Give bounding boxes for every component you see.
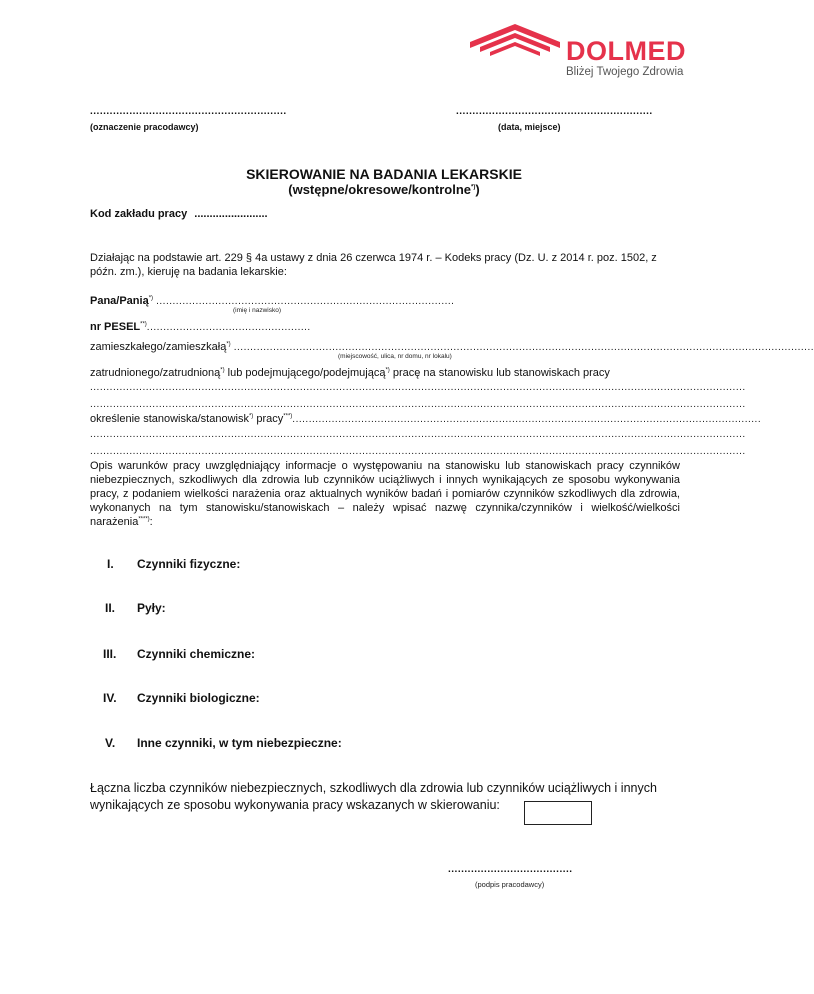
pesel-row [90,320,311,335]
address-dots[interactable]: ................................................................................................................................................................................. [233,342,814,353]
position-line-2[interactable]: ........................................................................................................................................................................................................ [90,399,746,410]
signature-label: (podpis pracodawcy) [475,880,545,889]
position-line-1[interactable]: ........................................................................................................................................................................................................ [90,382,746,393]
employment-text-c: pracę na stanowisku lub stanowiskach pracy [389,367,610,379]
section-num-4: IV. [103,691,117,705]
section-label-2: Pyły: [137,601,166,615]
conditions-paragraph [90,459,680,529]
date-label: (data, miejsce) [498,122,561,132]
date-dots[interactable]: ............................................................ [456,106,653,117]
section-num-1: I. [107,557,114,571]
employer-dots[interactable]: ............................................................ [90,106,287,117]
employment-text-a: zatrudnionego/zatrudnioną [90,367,221,379]
employment-row [90,366,610,380]
employment-text-b: lub podejmującego/podejmującą [224,367,386,379]
conditions-text: Opis warunków pracy uwzględniający informacje o występowaniu na stanowisku lub stanowiskach pracy czynników niebezpiecznych, szkodliwych dla zdrowia lub czynników uciążliwych i innych wynikających ze sposobu wykonywania pracy, z podaniem wielkości narażenia oraz aktualnych wyników badań i pomiarów czynników szkodliwych dla zdrowia, wykonanych na tym stanowisku/stanowiskach – należy wpisać nazwę czynnika/czynników i wielkość/wielkości narażenia [90,460,680,528]
pesel-dots[interactable]: .................................................. [146,322,311,333]
subtitle-mark: *) [471,184,476,191]
signature-dots[interactable]: ...................................... [448,864,573,875]
name-label: Pana/Panią [90,295,149,307]
employment-mark-1: *) [220,367,225,374]
section-label-3: Czynniki chemiczne: [137,647,256,661]
address-hint: (miejscowość, ulica, nr domu, nr lokalu) [338,353,452,360]
house-roof-icon [470,24,560,58]
employment-mark-2: *) [385,367,390,374]
section-label-5: Inne czynniki, w tym niebezpieczne: [137,736,342,750]
section-label-1: Czynniki fizyczne: [137,557,241,571]
workplace-code-dots[interactable]: ........................ [194,208,268,220]
employer-label: (oznaczenie pracodawcy) [90,122,199,132]
section-num-2: II. [105,601,116,615]
section-num-3: III. [103,647,117,661]
position-row [90,412,762,427]
name-mark: *) [148,295,154,302]
workplace-code [90,207,268,221]
position-text-b: pracy [253,413,284,425]
pesel-mark: **) [140,321,147,328]
name-dots[interactable]: ........................................................................................... [156,296,455,307]
conditions-end: : [149,516,153,528]
intro-paragraph: Działając na podstawie art. 229 § 4a ustawy z dnia 26 czerwca 1974 r. – Kodeks pracy (Dz. U. z 2014 r. poz. 1502, z późn. zm.), kieruję na badania lekarskie: [90,252,657,278]
position-line-3[interactable]: ........................................................................................................................................................................................................ [90,429,746,440]
section-label-4: Czynniki biologiczne: [137,691,260,705]
logo-brand: DOLMED [566,36,686,66]
address-mark: *) [226,341,231,348]
position-dots[interactable]: ............................................................................................................................................... [292,414,762,425]
subtitle-text: (wstępne/okresowe/kontrolne [288,182,472,197]
section-num-5: V. [105,736,116,750]
pesel-label: nr PESEL [90,321,141,333]
position-mark-2: ***) [283,413,293,420]
logo [470,22,686,82]
total-count-box[interactable] [524,801,592,825]
document-subtitle [0,182,768,197]
document-title: SKIEROWANIE NA BADANIA LEKARSKIE [246,166,522,182]
address-label: zamieszkałego/zamieszkałą [90,341,227,353]
position-mark-1: *) [248,413,254,420]
logo-tagline: Bliżej Twojego Zdrowia [566,66,684,78]
name-hint: (imię i nazwisko) [233,307,282,314]
total-paragraph: Łączna liczba czynników niebezpiecznych, szkodliwych dla zdrowia lub czynników uciążliwych i innych wynikających ze sposobu wykonywania pracy wskazanych w skierowaniu: [90,781,657,812]
position-text-a: określenie stanowiska/stanowisk [90,413,249,425]
subtitle-end: ) [475,182,480,197]
position-line-4[interactable]: ........................................................................................................................................................................................................ [90,446,746,457]
conditions-mark: ****) [138,516,150,523]
workplace-code-label: Kod zakładu pracy [90,208,188,220]
